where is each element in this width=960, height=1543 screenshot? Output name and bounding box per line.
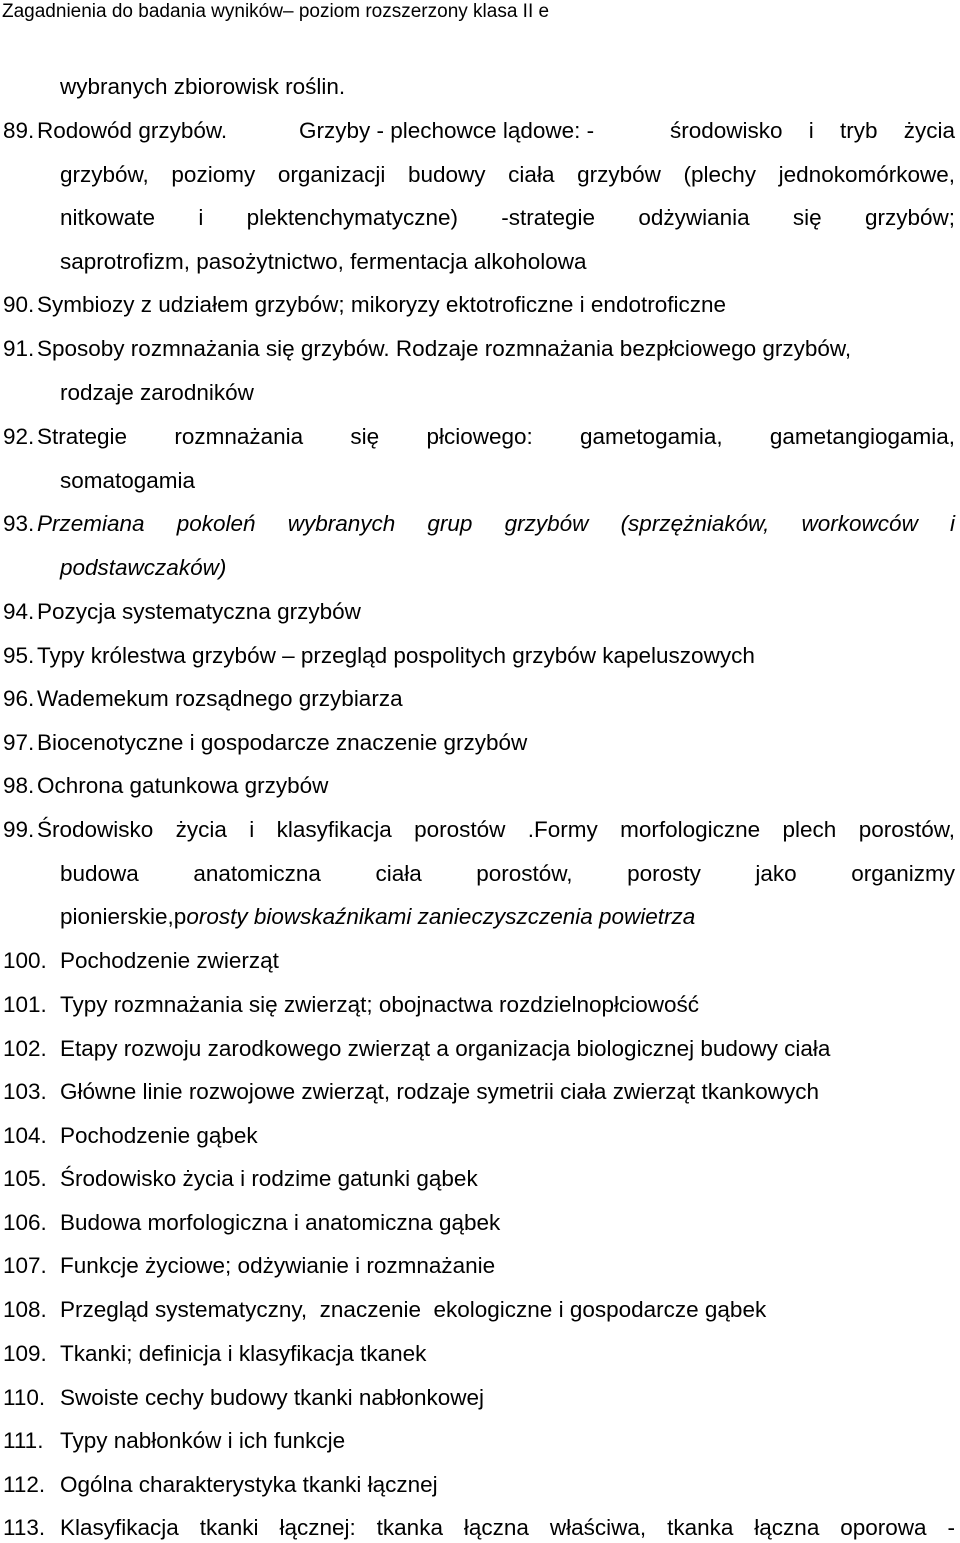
list-item-text: Pochodzenie zwierząt [60, 948, 279, 973]
item-number: 92. [3, 424, 35, 449]
list-item-text: Typy królestwa grzybów – przegląd pospolitych grzybów kapeluszowych [37, 643, 755, 668]
item-number: 93. [3, 511, 35, 536]
list-item-text: Główne linie rozwojowe zwierząt, rodzaje symetrii ciała zwierząt tkankowych [60, 1079, 820, 1104]
item-number: 97. [3, 730, 35, 755]
item-number: 99. [3, 817, 35, 842]
list-item-text [60, 902, 695, 932]
item-number: 102. [3, 1036, 47, 1061]
list-item-text: podstawczaków) [60, 555, 227, 580]
list-item-text: Sposoby rozmnażania się grzybów. Rodzaje rozmnażania bezpłciowego grzybów, [37, 336, 852, 361]
list-item-text: Przegląd systematyczny, znaczenie ekologiczne i gospodarcze gąbek [60, 1297, 767, 1322]
list-item-text: grzybów, poziomy organizacji budowy ciała grzybów (plechy jednokomórkowe, [60, 162, 955, 187]
item-number: 94. [3, 599, 35, 624]
item-number: 101. [3, 992, 47, 1017]
item-number: 112. [3, 1472, 46, 1497]
list-item-text: Typy nabłonków i ich funkcje [60, 1428, 346, 1453]
list-item-text: saprotrofizm, pasożytnictwo, fermentacja alkoholowa [60, 249, 587, 274]
list-item-text: rodzaje zarodników [60, 380, 254, 405]
list-item-text: budowa anatomiczna ciała porostów, porosty jako organizmy [60, 861, 955, 886]
list-item-text: Pozycja systematyczna grzybów [37, 599, 361, 624]
list-item-text: Przemiana pokoleń wybranych grup grzybów (sprzężniaków, workowców i [37, 511, 955, 536]
item-number: 110. [3, 1385, 46, 1410]
list-item-text: środowisko i tryb życia [670, 118, 955, 143]
item-number: 113. [3, 1515, 46, 1540]
item-number: 96. [3, 686, 35, 711]
list-item-text: Funkcje życiowe; odżywianie i rozmnażanie [60, 1253, 496, 1278]
list-item-text: somatogamia [60, 468, 196, 493]
list-item-text: Pochodzenie gąbek [60, 1123, 258, 1148]
item-number: 91. [3, 336, 35, 361]
item-number: 109. [3, 1341, 47, 1366]
list-item-text: Biocenotyczne i gospodarcze znaczenie grzybów [37, 730, 528, 755]
list-item-text: Grzyby - plechowce lądowe: - [299, 118, 595, 143]
list-item-text-part: orosty biowskaźnikami zanieczyszczenia powietrza [186, 904, 696, 929]
list-item-text: Strategie rozmnażania się płciowego: gametogamia, gametangiogamia, [37, 424, 955, 449]
item-number: 106. [3, 1210, 47, 1235]
list-item-text: Rodowód grzybów. [37, 118, 228, 143]
list-item-text: Wademekum rozsądnego grzybiarza [37, 686, 403, 711]
list-item-text: Budowa morfologiczna i anatomiczna gąbek [60, 1210, 501, 1235]
item-number: 103. [3, 1079, 47, 1104]
list-item-text: Tkanki; definicja i klasyfikacja tkanek [60, 1341, 427, 1366]
item-number: 100. [3, 948, 47, 973]
item-number: 108. [3, 1297, 47, 1322]
item-number: 105. [3, 1166, 47, 1191]
page-header: Zagadnienia do badania wyników– poziom rozszerzony klasa II e [2, 1, 550, 22]
list-item-text: Ogólna charakterystyka tkanki łącznej [60, 1472, 438, 1497]
item-number: 98. [3, 773, 35, 798]
list-item-text: Środowisko życia i rodzime gatunki gąbek [60, 1166, 478, 1191]
list-item-text: nitkowate i plektenchymatyczne) -strategie odżywiania się grzybów; [60, 205, 955, 230]
list-item-text: Symbiozy z udziałem grzybów; mikoryzy ektotroficzne i endotroficzne [37, 292, 727, 317]
item-number: 89. [3, 118, 35, 143]
item-number: 104. [3, 1123, 47, 1148]
item-number: 107. [3, 1253, 47, 1278]
item-number: 111. [3, 1428, 44, 1453]
item-number: 90. [3, 292, 35, 317]
list-item-text: Ochrona gatunkowa grzybów [37, 773, 329, 798]
list-item-text: Środowisko życia i klasyfikacja porostów .Formy morfologiczne plech porostów, [37, 817, 955, 842]
item-number: 95. [3, 643, 35, 668]
list-item-text: Klasyfikacja tkanki łącznej: tkanka łączna właściwa, tkanka łączna oporowa - [60, 1515, 955, 1540]
list-item-text-part: pionierskie,p [60, 904, 187, 929]
list-item-text: Typy rozmnażania się zwierząt; obojnactwa rozdzielnopłciowość [60, 992, 700, 1017]
list-item-text: Swoiste cechy budowy tkanki nabłonkowej [60, 1385, 484, 1410]
list-item-text: Etapy rozwoju zarodkowego zwierząt a organizacja biologicznej budowy ciała [60, 1036, 831, 1061]
list-item-continuation: wybranych zbiorowisk roślin. [60, 74, 346, 99]
